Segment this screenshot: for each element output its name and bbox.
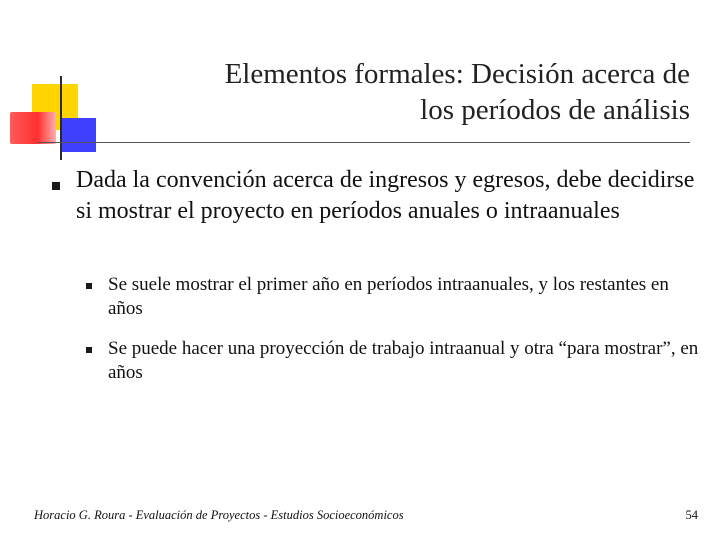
footer-text: Horacio G. Roura - Evaluación de Proyectos - Estudios Socioeconómicos xyxy=(34,508,404,522)
sub-bullet-text-2: Se puede hacer una proyección de trabajo intraanual y otra “para mostrar”, en años xyxy=(108,338,699,383)
sub-bullet-text-1: Se suele mostrar el primer año en períodos intraanuales, y los restantes en años xyxy=(108,274,669,319)
logo-red-square xyxy=(10,112,56,144)
title-divider xyxy=(38,142,690,143)
logo-blue-square xyxy=(60,118,96,152)
slide-title xyxy=(130,56,690,128)
title-line-1: Elementos formales: Decisión acerca de xyxy=(224,58,690,90)
page-number: 54 xyxy=(685,508,698,522)
title-line-2: los períodos de análisis xyxy=(420,94,690,126)
main-bullet-text: Dada la convención acerca de ingresos y egresos, debe decidirse si mostrar el proyecto en períodos anuales o intraanuales xyxy=(76,167,695,224)
sub-bullet-square-icon xyxy=(86,283,92,289)
logo-vertical-line xyxy=(60,76,62,160)
sub-bullet-square-icon xyxy=(86,347,92,353)
bullet-square-icon xyxy=(52,182,60,190)
